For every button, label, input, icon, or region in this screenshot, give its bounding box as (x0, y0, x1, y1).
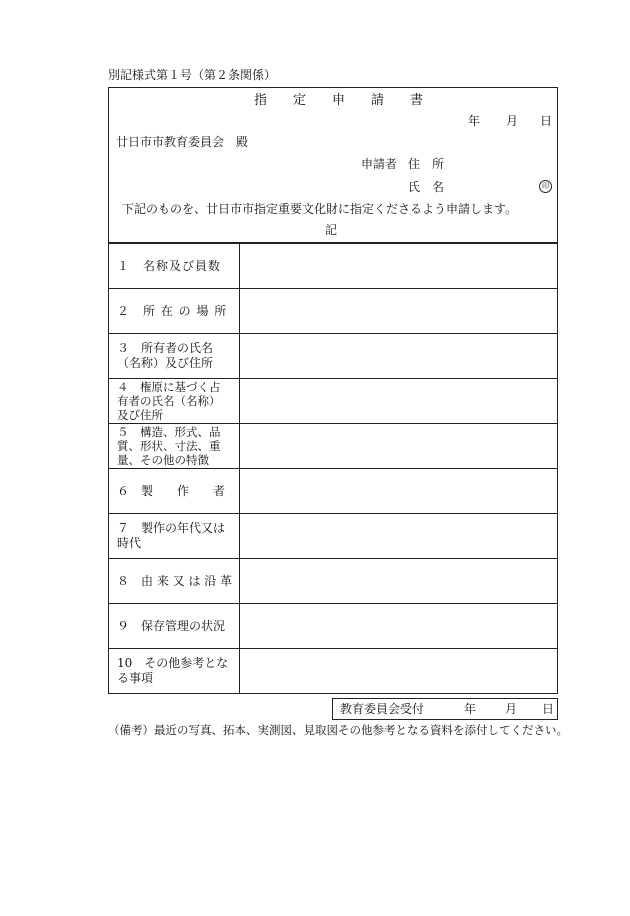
row-label: ７ 製作の年代又は 時代 (109, 514, 240, 559)
address-label: 住 所 (408, 157, 445, 171)
row-label: ５ 構造、形式、品 質、形状、寸法、重 量、その他の特徴 (109, 424, 240, 469)
date-month: 月 (506, 114, 519, 128)
table-row (109, 514, 558, 559)
row-label: 10 その他参考とな る事項 (109, 649, 240, 694)
row-label: ９ 保存管理の状況 (109, 604, 240, 649)
applicant-label: 申請者 (361, 157, 398, 171)
row-value-field[interactable] (240, 289, 558, 334)
request-text: 下記のものを、廿日市市指定重要文化財に指定くださるよう申請します。 (122, 202, 518, 216)
form-number: 別記様式第１号（第２条関係） (108, 68, 277, 82)
row-value-field[interactable] (240, 604, 558, 649)
receipt-label: 教育委員会受付 (340, 702, 425, 716)
date-year: 年 (468, 114, 481, 128)
row-value-field[interactable] (240, 559, 558, 604)
header-frame (108, 87, 558, 243)
row-value-field[interactable] (240, 424, 558, 469)
table-row (109, 649, 558, 694)
receipt-year: 年 (464, 702, 477, 716)
receipt-day: 日 (542, 702, 555, 716)
seal-mark: 印 (539, 180, 552, 193)
table-row (109, 559, 558, 604)
table-row (109, 289, 558, 334)
name-label: 氏 名 (408, 180, 445, 194)
table-row (109, 604, 558, 649)
page-title: 指 定 申 請 書 (254, 93, 424, 108)
row-value-field[interactable] (240, 514, 558, 559)
receipt-month: 月 (505, 702, 518, 716)
table-row (109, 424, 558, 469)
receipt-box (332, 698, 558, 720)
row-label: ６ 製 作 者 (109, 469, 240, 514)
ki-label: 記 (325, 223, 338, 237)
row-label: １ 名称及び員数 (109, 244, 240, 289)
date-day: 日 (540, 114, 553, 128)
items-table (108, 243, 558, 694)
row-value-field[interactable] (240, 334, 558, 379)
row-value-field[interactable] (240, 244, 558, 289)
addressee: 廿日市市教育委員会 殿 (116, 135, 249, 149)
row-label: ８ 由 来 又 は 沿 革 (109, 559, 240, 604)
row-label: ２ 所 在 の 場 所 (109, 289, 240, 334)
table-row (109, 334, 558, 379)
row-value-field[interactable] (240, 469, 558, 514)
table-row (109, 379, 558, 424)
row-value-field[interactable] (240, 649, 558, 694)
row-label: ４ 権原に基づく占 有者の氏名（名称） 及び住所 (109, 379, 240, 424)
table-row (109, 244, 558, 289)
row-value-field[interactable] (240, 379, 558, 424)
table-row (109, 469, 558, 514)
remarks-note: （備考）最近の写真、拓本、実測図、見取図その他参考となる資料を添付してください。 (108, 723, 568, 737)
row-label: ３ 所有者の氏名 （名称）及び住所 (109, 334, 240, 379)
